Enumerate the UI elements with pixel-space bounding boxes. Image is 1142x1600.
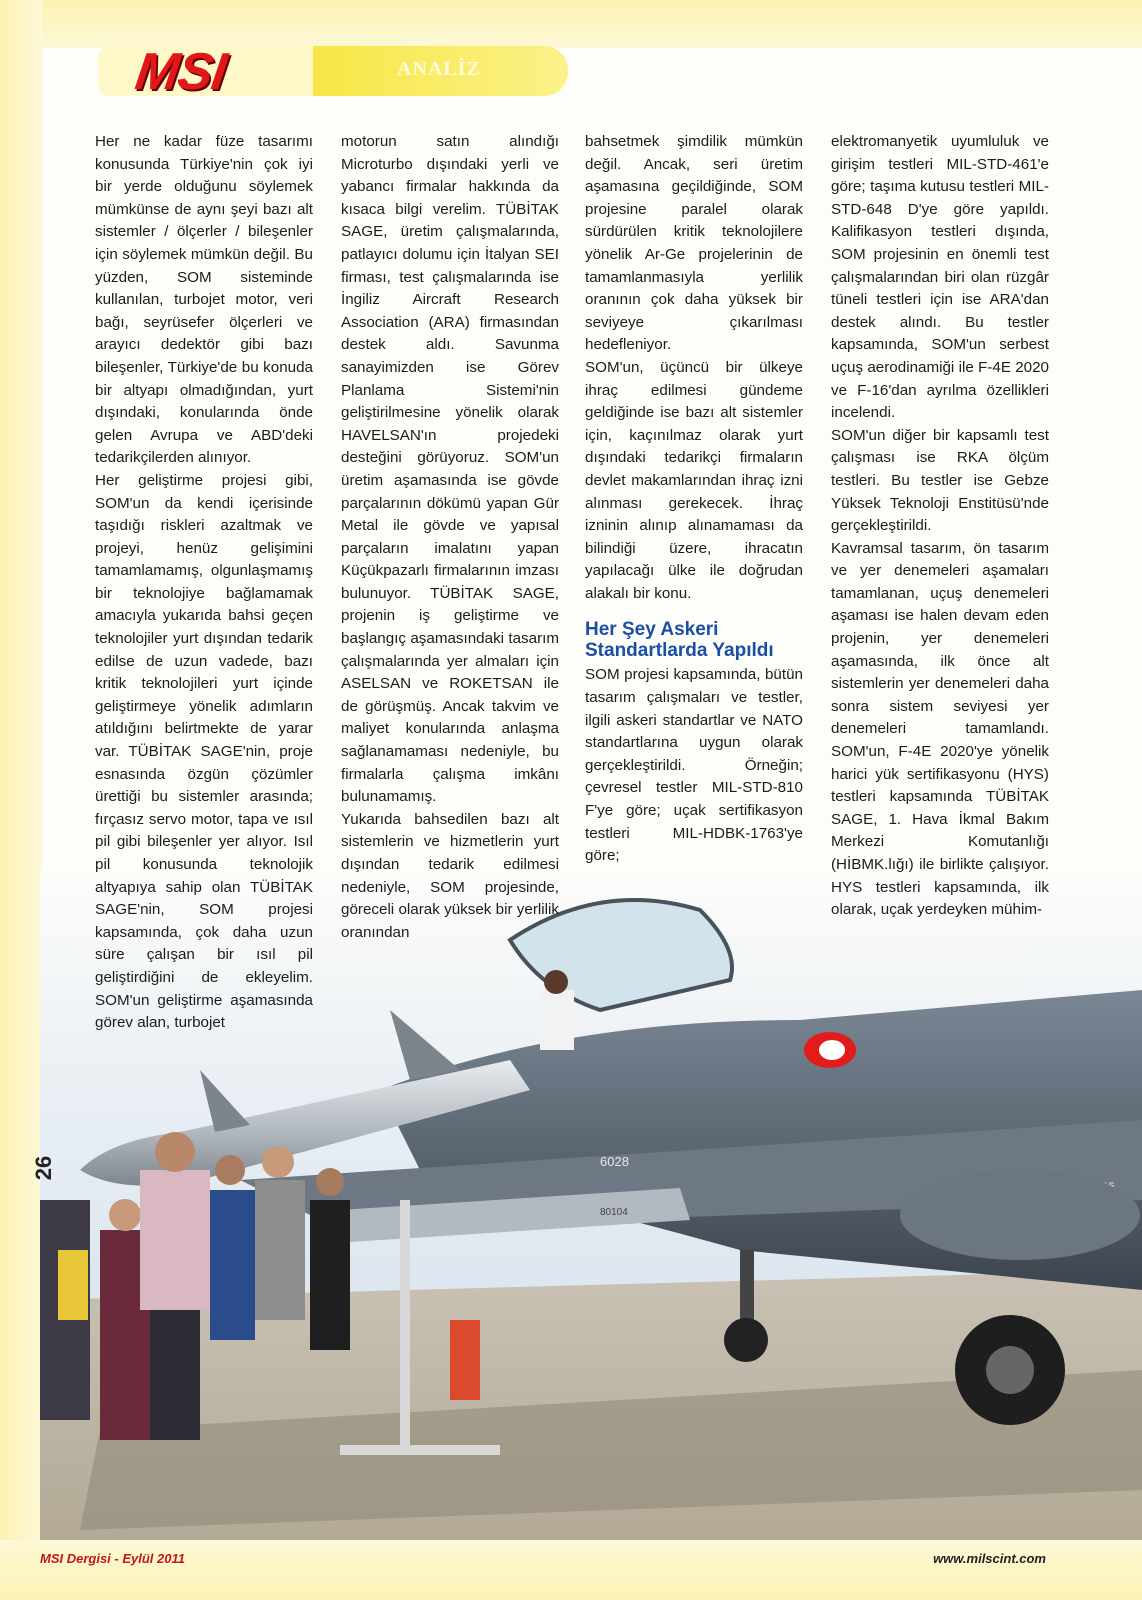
paragraph: Yukarıda bahsedilen bazı alt sistemlerin ve hizmetlerin yurt dışından tedarik edilmesi nedeniyle, SOM projesinde, göreceli olarak yüksek bir yerlilik oranından bbox=[341, 810, 559, 941]
paragraph: SOM projesi kapsamında, bütün tasarım çalışmaları ve testler, ilgili askeri standartlar ve NATO standartlarına uygun olarak gerçekleştirildi. Örneğin; çevresel testler MIL-STD-810 F'ye göre; uçak sertifikasyon testleri MIL-HDBK-1763'ye göre; bbox=[585, 666, 803, 865]
paragraph: Kavramsal tasarım, ön tasarım ve yer denemeleri aşamaları tamamlanan, uçuş denemeleri aşaması ise halen devam eden projenin, yer denemeleri aşamasında, ilk önce alt sistemlerin yer denemeleri daha sonra sistem seviyesi yer denemeleri tamamlandı. SOM'un, F-4E 2020'ye yönelik harici yük sertifikasyonu (HYS) testleri kapsamında TÜBİTAK SAGE, 1. Hava İkmal Bakım Merkezi Komutanlığı (HİBMK.lığı) ile birlikte çalışıyor. HYS testleri kapsamında, ilk olarak, uçak yerdeyken mühim- bbox=[831, 539, 1049, 919]
footer-website[interactable]: www.milscint.com bbox=[933, 1551, 1046, 1566]
fuel-tank bbox=[900, 1170, 1140, 1260]
logo-box bbox=[98, 43, 313, 101]
roundel-center bbox=[819, 1040, 845, 1060]
display-stand bbox=[400, 1200, 410, 1450]
wheel bbox=[724, 1318, 768, 1362]
paragraph: bahsetmek şimdilik mümkün değil. Ancak, seri üretim aşamasına geçildiğinde, SOM projesine paralel olarak sürdürülen kritik teknolojilere yönelik Ar-Ge projelerinin de tamamlanmasıyla yerlilik oranının çok daha yüksek bir seviyeye çıkarılması hedefleniyor. bbox=[585, 133, 803, 354]
msi-logo: MSI bbox=[131, 43, 230, 101]
paragraph: Her ne kadar füze tasarımı konusunda Türkiye'nin çok iyi bir yerde olduğunu söylemek mümkünse de aynı şeyi bazı alt sistemler / ölçerler / bileşenler için söylemek mümkün değil. Bu yüzden, SOM sisteminde kullanılan, turbojet motor, veri bağı, seyrüsefer ölçerleri ve arayıcı dedektör gibi bazı bileşenler, Türkiye'de bu konuda bir altyapı olmadığından, yurt dışındaki, konularında önde gelen Avrupa ve ABD'deki tedarikçilerden alınıyor. bbox=[95, 133, 313, 467]
paragraph: Her geliştirme projesi gibi, SOM'un da kendi içerisinde taşıdığı riskleri azaltmak ve projeyi, henüz gelişimini tamamlamamış, olgunlaşmamış bir teknolojiye bağlamamak amacıyla yukarıda bahsi geçen teknolojiler yurt dışından tedarik edilse de uzun vadede, bazı kritik teknolojileri yurt içinde geliştirmeye yönelik adımların atıldığını belirtmekte de yarar var. TÜBİTAK SAGE'nin, proje esnasında özgün çözümler ürettiği bu sistemler arasında; fırçasız servo motor, tapa ve ısıl pil gibi bileşenler yer alıyor. Isıl pil konusunda teknolojik altyapıya sahip olan TÜBİTAK SAGE'nin, SOM projesi kapsamında, çok daha uzun süre çalışan bir ısıl pil geliştirdiğini de ekleyelim. SOM'un geliştirme aşamasında görev alan, turbojet bbox=[95, 471, 313, 1032]
child bbox=[540, 990, 574, 1050]
paragraph: motorun satın alındığı Microturbo dışındaki yerli ve yabancı firmalar hakkında da kısaca bilgi verelim. TÜBİTAK SAGE, üretim çalışmalarında, patlayıcı dolumu için İtalyan SEI firması, test çalışmalarında ise İngiliz Aircraft Research Association (ARA) firmasından destek aldı. Savunma sanayimizden ise Görev Planlama Sistemi'nin geliştirilmesine yönelik olarak HAVELSAN'ın projedeki desteğini görüyoruz. SOM'un üretim aşamasında ise gövde parçalarının dökümü yapan Gür Metal ile gövde ve yapısal parçaların imalatını yapan Küçükpazarlı firmalarının imzası bulunuyor. TÜBİTAK SAGE, projenin iş geliştirme ve başlangıç aşamasındaki tasarım çalışmalarında yer almaları için ASELSAN ve ROKETSAN ile de görüşmüş. Ancak takvim ve maliyet konularında anlaşma sağlanamaması nedeniyle, bu firmalarla çalışma imkânı bulunamamış. bbox=[341, 133, 559, 806]
stand-base bbox=[340, 1445, 500, 1455]
footer-issue: MSI Dergisi - Eylül 2011 bbox=[40, 1551, 185, 1566]
tail-code: 6028 bbox=[600, 1154, 629, 1169]
store-code: 80104 bbox=[600, 1207, 628, 1218]
child-head bbox=[544, 970, 568, 994]
main-wheel-hub bbox=[986, 1346, 1034, 1394]
article-column-3 bbox=[585, 131, 803, 868]
article-column-1 bbox=[95, 131, 313, 1035]
paragraph: SOM'un diğer bir kapsamlı test çalışması ise RKA ölçüm testleri. Bu testler ise Gebze Yüksek Teknoloji Enstitüsü'nde gerçekleştirildi. bbox=[831, 426, 1049, 535]
page-number: 26 bbox=[31, 1155, 57, 1181]
magazine-header bbox=[98, 43, 568, 101]
section-tab bbox=[313, 46, 568, 96]
page-top-edge bbox=[0, 0, 1142, 48]
landing-gear bbox=[740, 1250, 754, 1330]
section-subheading: Her Şey Askeri Standartlarda Yapıldı bbox=[585, 619, 774, 662]
page-left-edge bbox=[0, 0, 42, 1600]
paragraph: SOM'un, üçüncü bir ülkeye ihraç edilmesi gündeme geldiğinde ise bazı alt sistemler için, kaçınılmaz olarak yurt dışındaki tedarikçi firmaların devlet makamlarından ihraç izni alınması gerekecek. İhraç izninin alınıp alınamaması da bilindiği üzere, ihracatın yapılacağı ülke ile doğrudan alakalı bir konu. bbox=[585, 358, 803, 602]
section-title: ANALİZ bbox=[397, 58, 481, 80]
paragraph: elektromanyetik uyumluluk ve girişim testleri MIL-STD-461'e göre; taşıma kutusu testleri MIL-STD-648 D'ye göre yapıldı. Kalifikasyon testleri dışında, SOM projesinin en önemli test çalışmalarından biri olan rüzgâr tüneli testleri için ise ARA'dan destek alındı. Bu testler kapsamında, SOM'un serbest uçuş aerodinamiği ile F-4E 2020 ve F-16'dan ayrılma özellikleri incelendi. bbox=[831, 133, 1049, 422]
article-column-4 bbox=[831, 131, 1049, 922]
article-column-2 bbox=[341, 131, 559, 944]
page-bottom-edge bbox=[0, 1540, 1142, 1600]
